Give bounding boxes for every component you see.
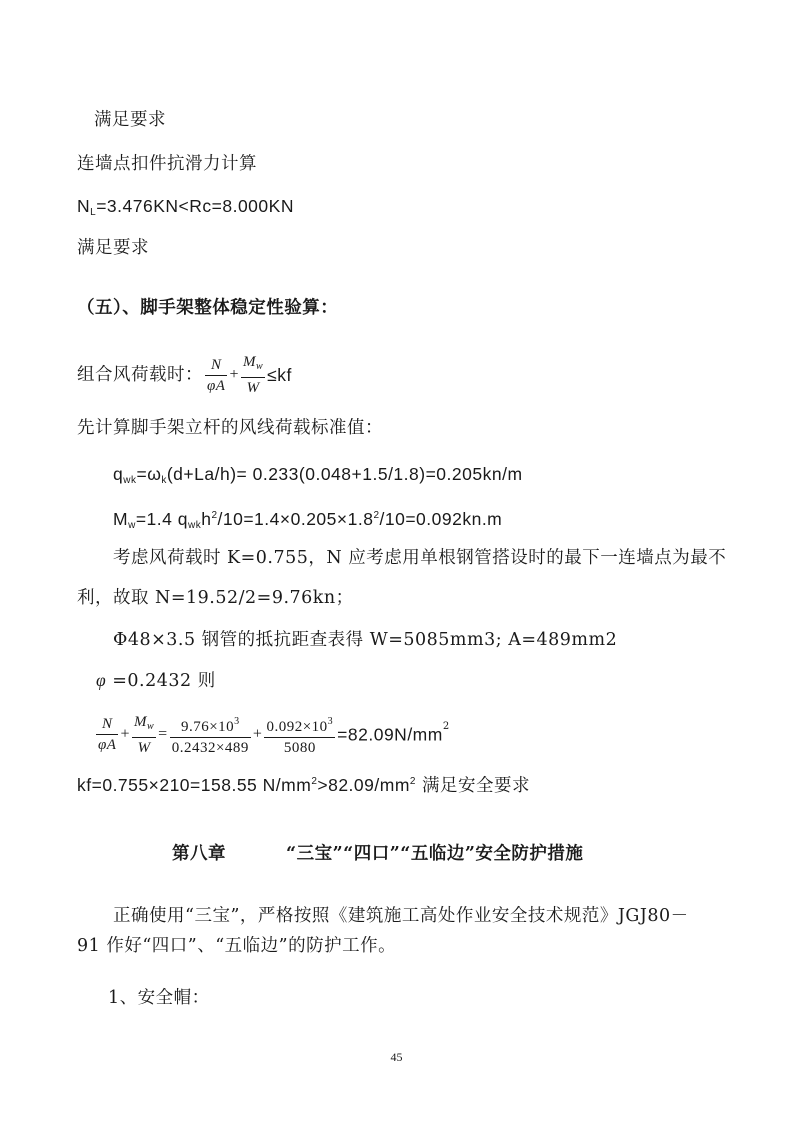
nl-subscript: L <box>90 207 97 218</box>
qwk-formula: $q_{wk}=\omega_k(d+La/h)= 0.233(0.048+1.5/1.8)=0.205kn/m$ <box>113 464 523 486</box>
text-line-2: 连墙点扣件抗滑力计算 <box>77 154 257 174</box>
combined-wind-formula <box>77 352 292 398</box>
text-line-12: Φ48×3.5 钢管的抵抗距查表得 W=5085mm3; A=489mm2 <box>113 630 618 650</box>
safety-helmet-item: 1、安全帽： <box>108 988 210 1008</box>
fraction-mw-value: $\frac{0.092\times 10^3}{5080}$ <box>264 712 335 758</box>
text-line-4: 满足要求 <box>77 238 149 258</box>
formula-tail: ≤kf <box>267 365 292 385</box>
chapter-heading <box>172 842 583 866</box>
kf-line: kf=0.755×210=158.55 $N/mm^2>82.09/mm^2$ 满足安全要求 <box>77 775 531 796</box>
text-line-1: 满足要求 <box>94 110 166 130</box>
nl-symbol: N <box>77 196 91 216</box>
phi-value: =0.2432 则 <box>106 671 216 691</box>
page-number: 45 <box>390 1050 403 1064</box>
chapter-number: 第八章 <box>172 844 226 864</box>
nl-formula: =3.476KN<Rc=8.000KN <box>96 196 294 216</box>
fraction-n-value: $\frac{9.76\times 10^3}{0.2432\times 489}$ <box>170 712 251 758</box>
phi-symbol: φ <box>96 670 107 690</box>
paragraph-line-1: 正确使用“三宝”，严格按照《建筑施工高处作业安全技术规范》JGJ80－ <box>113 906 689 926</box>
fraction-n-phia: $\frac{N}{\varphi A}$ <box>207 356 226 394</box>
chapter-title: “三宝”“四口”“五临边”安全防护措施 <box>286 844 584 864</box>
mw-formula: $M_w=1.4$ $q_{wk}h^2/10=1.4\times 0.205\times 1.8^2/10=0.092kn.m$ <box>113 509 503 531</box>
phi-line <box>96 668 216 693</box>
text-line-10: 考虑风荷载时 K=0.755，N 应考虑用单根钢管搭设时的最下一连墙点为最不 <box>113 548 727 568</box>
plus-sign-2: + <box>120 725 130 743</box>
section-heading-5: （五）、脚手架整体稳定性验算： <box>77 298 339 318</box>
stability-result: =82.09N/mm <box>337 724 443 745</box>
paragraph-line-2: 91 作好“四口”、“五临边”的防护工作。 <box>77 936 397 956</box>
plus-sign-3: + <box>252 725 263 743</box>
text-line-11: 利，故取 N=19.52/2=9.76kn； <box>77 588 354 608</box>
text-line-3 <box>77 194 294 225</box>
formula-label: 组合风荷载时： <box>77 365 203 385</box>
fraction-n-phia-2: $\frac{N}{\varphi A}$ <box>98 716 117 753</box>
stability-check-formula: $\frac{N}{\varphi A}$ + $\frac{M_w}{W}$ = $\frac{9.76\times 10^3}{0.2432\times 489}$ + $\frac{0.092\times 10^3}{5080}$ $=82.09N/mm^2$ <box>98 713 450 756</box>
fraction-mw-w-2: $\frac{M_w}{W}$ <box>134 713 155 756</box>
fraction-mw-w: $\frac{M_w}{W}$ <box>243 354 264 396</box>
equals-sign: = <box>158 725 168 743</box>
plus-sign: + <box>229 366 239 383</box>
text-line-7: 先计算脚手架立杆的风线荷载标准值： <box>77 418 383 438</box>
